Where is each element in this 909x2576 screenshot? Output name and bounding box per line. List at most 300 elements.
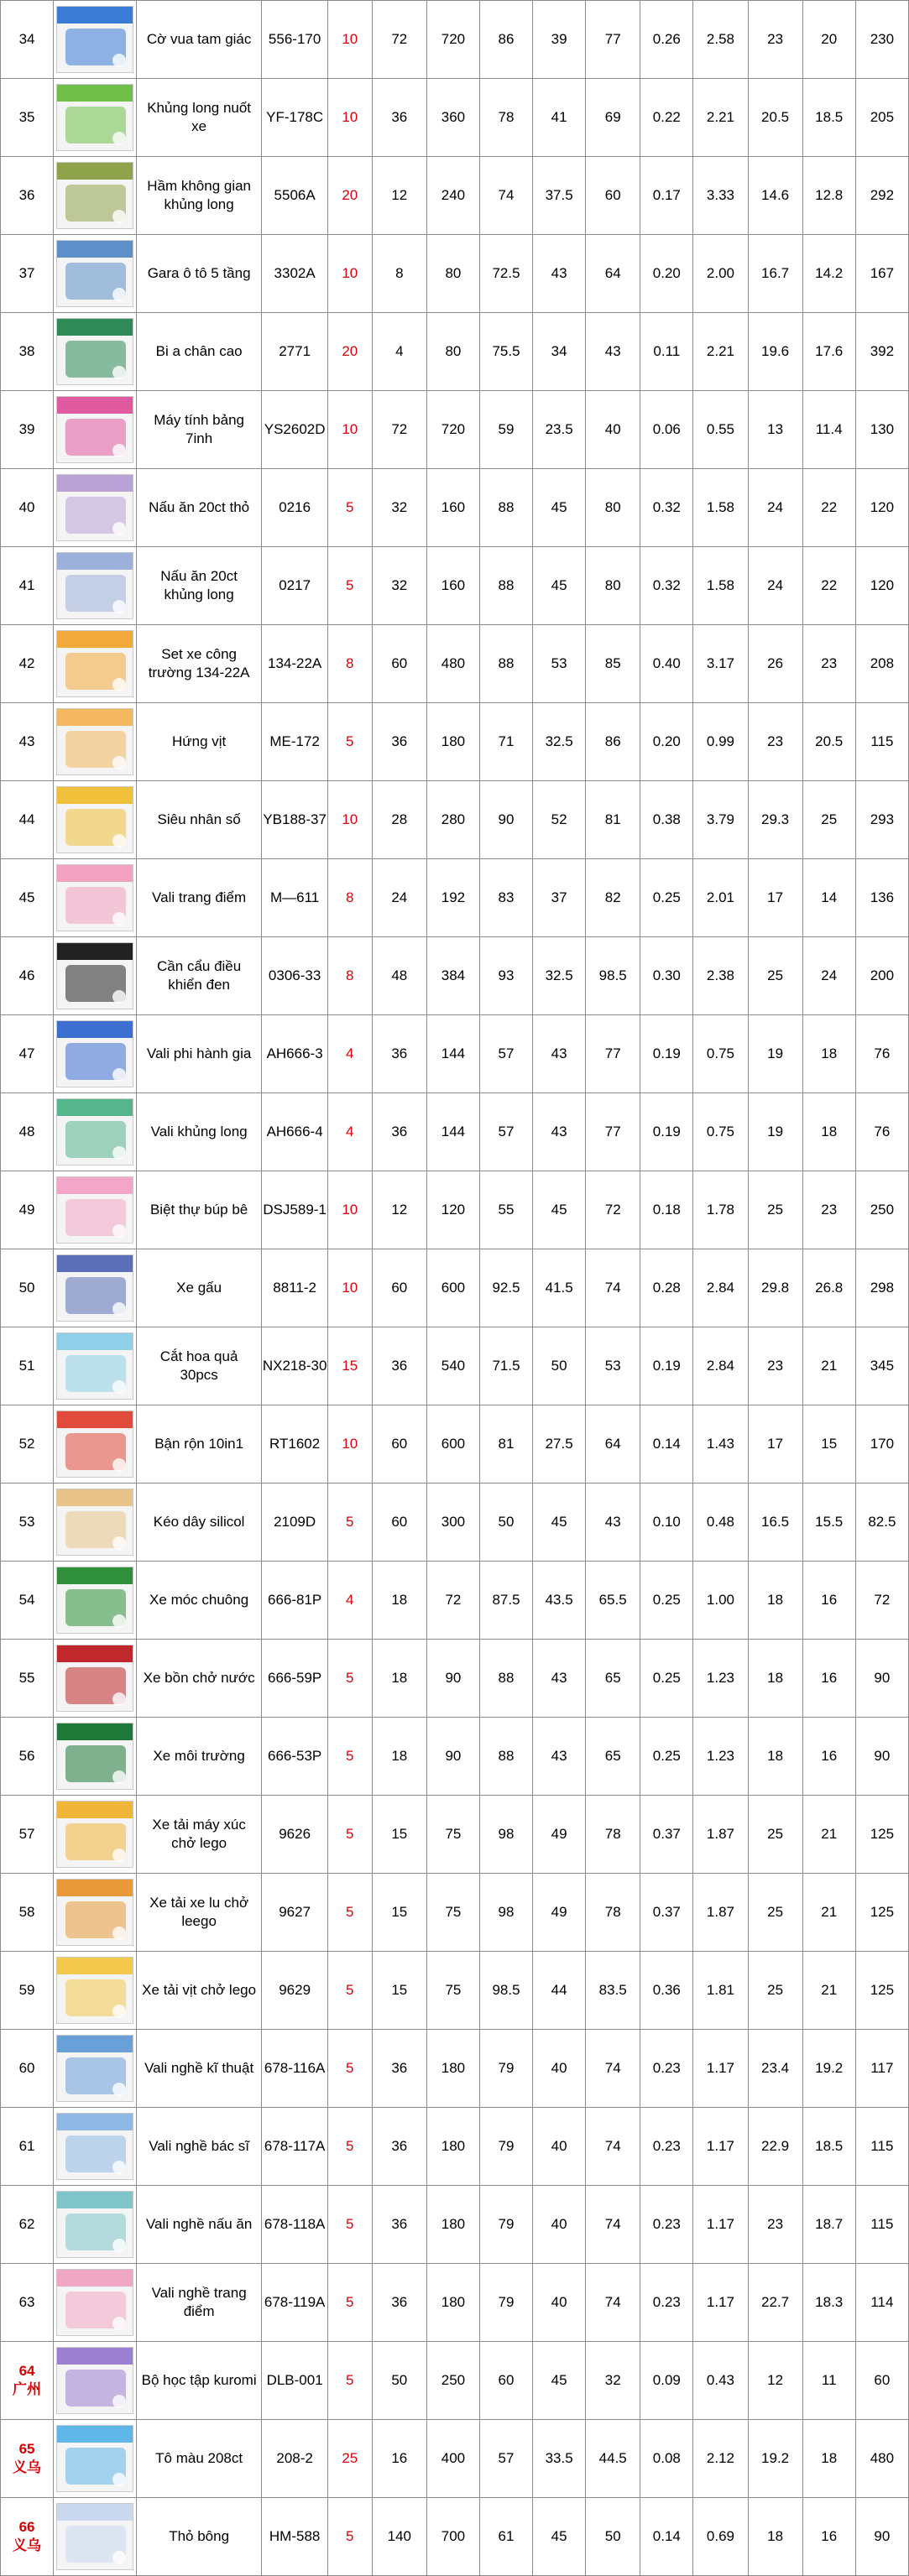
product-code: 678-119A [262, 2264, 327, 2342]
order-quantity: 10 [327, 391, 372, 469]
tool-case-image [56, 2035, 133, 2102]
pcs-per-carton: 36 [372, 2186, 426, 2264]
order-quantity: 5 [327, 2186, 372, 2264]
product-image-cell [54, 157, 137, 235]
total-pcs: 280 [426, 781, 479, 859]
product-image-cell [54, 2342, 137, 2420]
gross-weight: 18 [748, 1562, 802, 1640]
total-volume: 3.79 [693, 781, 748, 859]
total-volume: 1.81 [693, 1952, 748, 2030]
product-code: NX218-30 [262, 1327, 327, 1405]
row-number: 56 [1, 1718, 54, 1796]
carton-volume: 0.23 [640, 2264, 693, 2342]
order-quantity: 4 [327, 1562, 372, 1640]
plush-bunny-image [56, 2503, 133, 2570]
product-name: Hầm không gian khủng long [136, 157, 262, 235]
table-row [1, 1015, 909, 1093]
product-name: Xe tải máy xúc chở lego [136, 1796, 262, 1874]
row-number: 46 [1, 937, 54, 1015]
order-quantity: 25 [327, 2420, 372, 2498]
product-image-cell [54, 625, 137, 703]
total-pcs: 600 [426, 1249, 479, 1327]
order-quantity: 20 [327, 313, 372, 391]
net-weight: 16 [802, 2498, 855, 2576]
row-number: 52 [1, 1405, 54, 1484]
total-volume: 1.43 [693, 1405, 748, 1484]
product-code: 678-118A [262, 2186, 327, 2264]
row-number: 44 [1, 781, 54, 859]
total-weight: 72 [855, 1562, 908, 1640]
table-row [1, 2498, 909, 2576]
carton-height: 50 [586, 2498, 640, 2576]
order-quantity: 5 [327, 703, 372, 781]
order-quantity: 10 [327, 1405, 372, 1484]
carton-width: 49 [533, 1796, 586, 1874]
total-volume: 0.43 [693, 2342, 748, 2420]
product-image-cell [54, 1562, 137, 1640]
carton-width: 43 [533, 1718, 586, 1796]
gross-weight: 18 [748, 2498, 802, 2576]
product-image-cell [54, 2030, 137, 2108]
carton-height: 78 [586, 1796, 640, 1874]
product-name: Vali nghề kĩ thuật [136, 2030, 262, 2108]
order-quantity: 5 [327, 1952, 372, 2030]
pcs-per-carton: 60 [372, 1405, 426, 1484]
carton-volume: 0.32 [640, 469, 693, 547]
order-quantity: 5 [327, 547, 372, 625]
carton-volume: 0.37 [640, 1796, 693, 1874]
net-weight: 21 [802, 1952, 855, 2030]
pcs-per-carton: 15 [372, 1952, 426, 2030]
tablet-toy-image [56, 396, 133, 463]
product-name: Hứng vịt [136, 703, 262, 781]
carton-height: 44.5 [586, 2420, 640, 2498]
total-pcs: 144 [426, 1093, 479, 1171]
table-row [1, 937, 909, 1015]
duck-game-image [56, 708, 133, 775]
product-name: Thỏ bông [136, 2498, 262, 2576]
total-weight: 345 [855, 1327, 908, 1405]
carton-length: 88 [479, 469, 532, 547]
row-number: 35 [1, 79, 54, 157]
order-quantity: 10 [327, 1249, 372, 1327]
total-pcs: 360 [426, 79, 479, 157]
carton-volume: 0.19 [640, 1093, 693, 1171]
product-image-cell [54, 1171, 137, 1249]
pcs-per-carton: 15 [372, 1874, 426, 1952]
total-weight: 167 [855, 235, 908, 313]
table-row [1, 781, 909, 859]
carton-length: 86 [479, 1, 532, 79]
row-number: 38 [1, 313, 54, 391]
row-number: 60 [1, 2030, 54, 2108]
product-image-cell [54, 1405, 137, 1484]
total-weight: 82.5 [855, 1484, 908, 1562]
total-volume: 1.17 [693, 2030, 748, 2108]
table-row [1, 2264, 909, 2342]
table-row [1, 235, 909, 313]
carton-length: 79 [479, 2030, 532, 2108]
carton-width: 40 [533, 2030, 586, 2108]
carton-length: 71.5 [479, 1327, 532, 1405]
total-volume: 1.17 [693, 2108, 748, 2186]
carton-width: 45 [533, 547, 586, 625]
total-weight: 125 [855, 1796, 908, 1874]
total-weight: 76 [855, 1015, 908, 1093]
total-weight: 120 [855, 547, 908, 625]
product-name: Vali nghề bác sĩ [136, 2108, 262, 2186]
row-number: 62 [1, 2186, 54, 2264]
carton-length: 59 [479, 391, 532, 469]
carton-volume: 0.32 [640, 547, 693, 625]
carton-volume: 0.08 [640, 2420, 693, 2498]
row-number: 40 [1, 469, 54, 547]
total-weight: 90 [855, 2498, 908, 2576]
total-volume: 0.55 [693, 391, 748, 469]
product-image-cell [54, 1952, 137, 2030]
total-volume: 2.00 [693, 235, 748, 313]
net-weight: 18 [802, 2420, 855, 2498]
product-image-cell [54, 2108, 137, 2186]
billiard-table-image [56, 318, 133, 385]
product-image-cell [54, 1484, 137, 1562]
carton-height: 83.5 [586, 1952, 640, 2030]
carton-length: 57 [479, 1093, 532, 1171]
order-quantity: 5 [327, 2108, 372, 2186]
total-pcs: 180 [426, 2186, 479, 2264]
carton-height: 78 [586, 1874, 640, 1952]
order-quantity: 8 [327, 937, 372, 1015]
pcs-per-carton: 60 [372, 1249, 426, 1327]
total-pcs: 700 [426, 2498, 479, 2576]
carton-length: 98 [479, 1796, 532, 1874]
total-pcs: 180 [426, 2108, 479, 2186]
pcs-per-carton: 8 [372, 235, 426, 313]
carton-width: 45 [533, 469, 586, 547]
order-quantity: 5 [327, 2264, 372, 2342]
gross-weight: 16.7 [748, 235, 802, 313]
carton-height: 65 [586, 1640, 640, 1718]
product-image-cell [54, 937, 137, 1015]
table-row [1, 1171, 909, 1249]
table-row [1, 1952, 909, 2030]
product-name: Vali trang điểm [136, 859, 262, 937]
doctor-case-image [56, 2113, 133, 2180]
net-weight: 23 [802, 625, 855, 703]
product-code: 2109D [262, 1484, 327, 1562]
carton-width: 43.5 [533, 1562, 586, 1640]
carton-volume: 0.20 [640, 235, 693, 313]
table-row [1, 79, 909, 157]
carton-volume: 0.14 [640, 2498, 693, 2576]
product-code: YS2602D [262, 391, 327, 469]
product-name: Siêu nhân số [136, 781, 262, 859]
pcs-per-carton: 18 [372, 1562, 426, 1640]
carton-length: 50 [479, 1484, 532, 1562]
product-image-cell [54, 703, 137, 781]
total-pcs: 480 [426, 625, 479, 703]
table-row [1, 1640, 909, 1718]
total-pcs: 80 [426, 235, 479, 313]
carton-height: 80 [586, 547, 640, 625]
product-image-cell [54, 859, 137, 937]
gross-weight: 14.6 [748, 157, 802, 235]
total-weight: 170 [855, 1405, 908, 1484]
carton-width: 50 [533, 1327, 586, 1405]
product-code: 5506A [262, 157, 327, 235]
row-number: 42 [1, 625, 54, 703]
pcs-per-carton: 48 [372, 937, 426, 1015]
carton-length: 79 [479, 2108, 532, 2186]
kuromi-stationery-image [56, 2347, 133, 2414]
carton-length: 60 [479, 2342, 532, 2420]
total-pcs: 250 [426, 2342, 479, 2420]
total-weight: 230 [855, 1, 908, 79]
total-weight: 114 [855, 2264, 908, 2342]
product-name: Gara ô tô 5 tầng [136, 235, 262, 313]
total-volume: 1.00 [693, 1562, 748, 1640]
table-row [1, 703, 909, 781]
carton-height: 74 [586, 2030, 640, 2108]
total-volume: 2.58 [693, 1, 748, 79]
doll-house-image [56, 1176, 133, 1244]
gross-weight: 23 [748, 2186, 802, 2264]
carton-length: 92.5 [479, 1249, 532, 1327]
order-quantity: 8 [327, 625, 372, 703]
total-weight: 205 [855, 79, 908, 157]
carton-height: 72 [586, 1171, 640, 1249]
carton-height: 40 [586, 391, 640, 469]
total-weight: 120 [855, 469, 908, 547]
net-weight: 20 [802, 1, 855, 79]
total-volume: 0.69 [693, 2498, 748, 2576]
carton-width: 52 [533, 781, 586, 859]
row-number: 48 [1, 1093, 54, 1171]
order-quantity: 5 [327, 1484, 372, 1562]
product-name: Xe gấu [136, 1249, 262, 1327]
row-number: 34 [1, 1, 54, 79]
pcs-per-carton: 24 [372, 859, 426, 937]
product-image-cell [54, 1718, 137, 1796]
table-row [1, 2030, 909, 2108]
net-weight: 18.5 [802, 2108, 855, 2186]
carton-length: 74 [479, 157, 532, 235]
table-row [1, 1327, 909, 1405]
carton-volume: 0.36 [640, 1952, 693, 2030]
pcs-per-carton: 36 [372, 2030, 426, 2108]
total-volume: 3.17 [693, 625, 748, 703]
carton-volume: 0.25 [640, 1562, 693, 1640]
table-row [1, 625, 909, 703]
pcs-per-carton: 140 [372, 2498, 426, 2576]
order-quantity: 4 [327, 1093, 372, 1171]
total-weight: 115 [855, 2108, 908, 2186]
pcs-per-carton: 32 [372, 547, 426, 625]
pcs-per-carton: 12 [372, 157, 426, 235]
row-number: 39 [1, 391, 54, 469]
gross-weight: 13 [748, 391, 802, 469]
carton-width: 37.5 [533, 157, 586, 235]
carton-height: 69 [586, 79, 640, 157]
carton-width: 49 [533, 1874, 586, 1952]
product-code: 2771 [262, 313, 327, 391]
table-row [1, 2186, 909, 2264]
product-code: HM-588 [262, 2498, 327, 2576]
total-weight: 480 [855, 2420, 908, 2498]
total-volume: 1.17 [693, 2186, 748, 2264]
total-pcs: 90 [426, 1640, 479, 1718]
total-pcs: 192 [426, 859, 479, 937]
pcs-per-carton: 50 [372, 2342, 426, 2420]
carton-length: 88 [479, 625, 532, 703]
total-pcs: 120 [426, 1171, 479, 1249]
total-pcs: 540 [426, 1327, 479, 1405]
product-name: Xe môi trường [136, 1718, 262, 1796]
net-weight: 19.2 [802, 2030, 855, 2108]
gross-weight: 18 [748, 1718, 802, 1796]
busy-board-image [56, 1411, 133, 1478]
total-volume: 0.75 [693, 1093, 748, 1171]
row-number: 51 [1, 1327, 54, 1405]
total-volume: 1.58 [693, 547, 748, 625]
carton-height: 74 [586, 2264, 640, 2342]
carton-volume: 0.25 [640, 1718, 693, 1796]
carton-height: 64 [586, 235, 640, 313]
net-weight: 18.7 [802, 2186, 855, 2264]
product-code: RT1602 [262, 1405, 327, 1484]
order-quantity: 5 [327, 1718, 372, 1796]
carton-volume: 0.25 [640, 1640, 693, 1718]
carton-height: 77 [586, 1093, 640, 1171]
product-name: Máy tính bảng 7inh [136, 391, 262, 469]
total-pcs: 144 [426, 1015, 479, 1093]
carton-width: 39 [533, 1, 586, 79]
product-image-cell [54, 1249, 137, 1327]
carton-volume: 0.19 [640, 1327, 693, 1405]
product-name: Cắt hoa quả 30pcs [136, 1327, 262, 1405]
carton-volume: 0.17 [640, 157, 693, 235]
product-code: AH666-3 [262, 1015, 327, 1093]
product-image-cell [54, 1327, 137, 1405]
carton-length: 88 [479, 1718, 532, 1796]
total-volume: 1.78 [693, 1171, 748, 1249]
row-number: 57 [1, 1796, 54, 1874]
row-number: 65 义乌 [1, 2420, 54, 2498]
total-pcs: 180 [426, 2030, 479, 2108]
roller-lego-image [56, 1879, 133, 1946]
product-image-cell [54, 79, 137, 157]
table-row [1, 1405, 909, 1484]
table-row [1, 1, 909, 79]
product-code: 3302A [262, 235, 327, 313]
table-row [1, 1796, 909, 1874]
water-truck-image [56, 1645, 133, 1712]
net-weight: 16 [802, 1562, 855, 1640]
gross-weight: 24 [748, 547, 802, 625]
product-code: 678-116A [262, 2030, 327, 2108]
order-quantity: 5 [327, 1796, 372, 1874]
row-number: 43 [1, 703, 54, 781]
product-image-cell [54, 1093, 137, 1171]
kitchen-set-image [56, 552, 133, 619]
carton-width: 43 [533, 1015, 586, 1093]
carton-length: 79 [479, 2186, 532, 2264]
carton-height: 43 [586, 1484, 640, 1562]
carton-width: 45 [533, 1484, 586, 1562]
pcs-per-carton: 18 [372, 1718, 426, 1796]
total-weight: 76 [855, 1093, 908, 1171]
gross-weight: 17 [748, 1405, 802, 1484]
dinosaur-tunnel-image [56, 162, 133, 229]
carton-volume: 0.30 [640, 937, 693, 1015]
product-image-cell [54, 2498, 137, 2576]
total-weight: 200 [855, 937, 908, 1015]
carton-height: 43 [586, 313, 640, 391]
carton-length: 78 [479, 79, 532, 157]
carton-height: 85 [586, 625, 640, 703]
order-quantity: 10 [327, 79, 372, 157]
carton-height: 80 [586, 469, 640, 547]
cooking-case-image [56, 2191, 133, 2258]
net-weight: 26.8 [802, 1249, 855, 1327]
product-code: 0216 [262, 469, 327, 547]
order-quantity: 4 [327, 1015, 372, 1093]
product-image-cell [54, 781, 137, 859]
pcs-per-carton: 60 [372, 625, 426, 703]
product-name: Bộ học tập kuromi [136, 2342, 262, 2420]
table-row [1, 2108, 909, 2186]
makeup-case-image [56, 864, 133, 931]
table-row [1, 859, 909, 937]
gross-weight: 19.6 [748, 313, 802, 391]
net-weight: 23 [802, 1171, 855, 1249]
carton-volume: 0.28 [640, 1249, 693, 1327]
row-number: 61 [1, 2108, 54, 2186]
total-weight: 90 [855, 1640, 908, 1718]
product-code: 556-170 [262, 1, 327, 79]
carton-height: 74 [586, 2108, 640, 2186]
total-weight: 208 [855, 625, 908, 703]
table-row [1, 547, 909, 625]
net-weight: 16 [802, 1718, 855, 1796]
carton-length: 55 [479, 1171, 532, 1249]
carton-width: 34 [533, 313, 586, 391]
total-volume: 0.75 [693, 1015, 748, 1093]
total-weight: 115 [855, 2186, 908, 2264]
pcs-per-carton: 16 [372, 2420, 426, 2498]
total-pcs: 180 [426, 2264, 479, 2342]
pcs-per-carton: 28 [372, 781, 426, 859]
product-name: Cần cẩu điều khiển đen [136, 937, 262, 1015]
makeup-job-case-image [56, 2269, 133, 2336]
order-quantity: 5 [327, 1640, 372, 1718]
product-code: 8811-2 [262, 1249, 327, 1327]
carton-volume: 0.37 [640, 1874, 693, 1952]
total-volume: 2.12 [693, 2420, 748, 2498]
pcs-per-carton: 12 [372, 1171, 426, 1249]
construction-trucks-image [56, 630, 133, 697]
row-number: 53 [1, 1484, 54, 1562]
order-quantity: 10 [327, 235, 372, 313]
carton-length: 98 [479, 1874, 532, 1952]
carton-height: 86 [586, 703, 640, 781]
gross-weight: 23.4 [748, 2030, 802, 2108]
carton-volume: 0.19 [640, 1015, 693, 1093]
total-volume: 1.23 [693, 1640, 748, 1718]
carton-volume: 0.09 [640, 2342, 693, 2420]
order-quantity: 5 [327, 2498, 372, 2576]
carton-volume: 0.18 [640, 1171, 693, 1249]
